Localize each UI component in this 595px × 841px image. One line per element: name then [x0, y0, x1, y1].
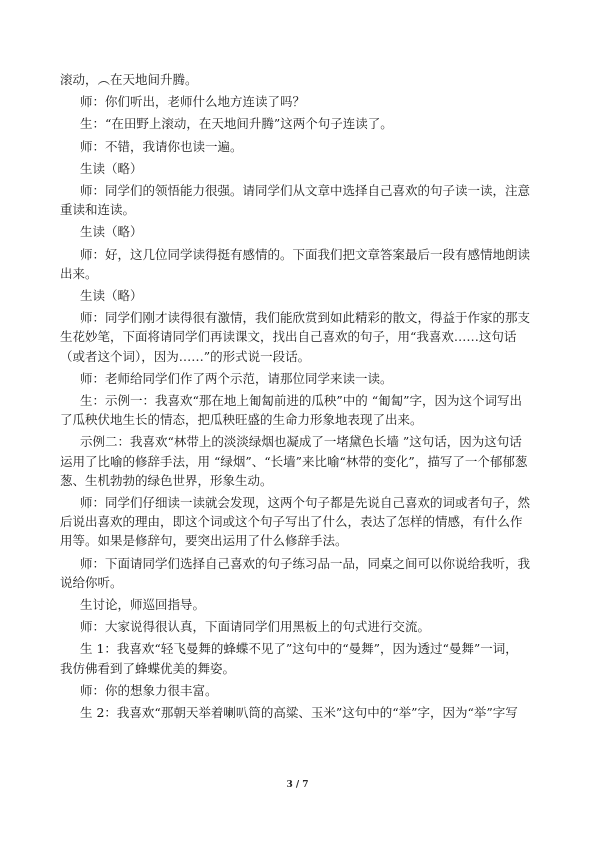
- paragraph: 师：下面请同学们选择自己喜欢的句子练习品一品，同桌之间可以你说给我听，我说给你听。: [60, 555, 531, 590]
- paragraph: 生 1：我喜欢“轻飞曼舞的蜂蝶不见了”这句中的“曼舞”，因为透过“曼舞”一词，我仿佛看到了蜂蝶优美的舞姿。: [60, 641, 518, 676]
- document-body: [60, 70, 530, 725]
- paragraph: 生：示例一：我喜欢“那在地上匍匐前进的瓜秧”中的 “匍匐”字，因为这个词写出了瓜秧伏地生长的情态，把瓜秧旺盛的生命力形象地表现了出来。: [60, 393, 523, 428]
- paragraph: 师：你们听出，老师什么地方连读了吗？: [80, 94, 306, 110]
- paragraph: 生读（略）: [80, 160, 143, 176]
- paragraph: 师：大家说得很认真，下面请同学们用黑板上的句式进行交流。: [80, 619, 431, 635]
- paragraph: 滚动，︵在天地间升腾。: [60, 72, 198, 87]
- paragraph: 生讨论，师巡回指导。: [80, 597, 206, 613]
- paragraph: 师：同学们的领悟能力很强。请同学们从文章中选择自己喜欢的句子读一读，注意重读和连读。: [60, 183, 531, 218]
- paragraph: 生 2：我喜欢“那朝天举着喇叭筒的高粱、玉米”这句中的“举”字，因为“举”字写: [80, 705, 518, 721]
- paragraph: 生读（略）: [80, 288, 143, 304]
- paragraph: 师：不错，我请你也读一遍。: [80, 138, 243, 154]
- paragraph: 生：“在田野上滚动，在天地间升腾”这两个句子连读了。: [80, 116, 393, 132]
- paragraph: 师：好，这几位同学读得挺有感情的。下面我们把文章答案最后一段有感情地朗读出来。: [60, 246, 531, 281]
- paragraph: 师：老师给同学们作了两个示范，请那位同学来读一读。: [80, 370, 393, 386]
- paragraph: 师：你的想象力很丰富。: [80, 682, 218, 698]
- paragraph: 生读（略）: [80, 224, 143, 240]
- page-number: 3 / 7: [286, 780, 309, 790]
- paragraph: 师：同学们刚才读得很有激情，我们能欣赏到如此精彩的散文，得益于作家的那支生花妙笔，下面将请同学们再读课文，找出自己喜欢的句子，用“我喜欢……这句话（或者这个词），因为……”的形式说一段话。: [60, 310, 531, 364]
- paragraph: 师：同学们仔细读一读就会发现，这两个句子都是先说自己喜欢的词或者句子，然后说出喜欢的理由，即这个词或这个句子写出了什么，表达了怎样的情感，有什么作用等。如果是修辞句，要突出运用了什么修辞手法。: [60, 495, 531, 549]
- paragraph: 示例二：我喜欢“林带上的淡淡绿烟也凝成了一堵黛色长墙 ”这句话，因为这句话运用了比喻的修辞手法，用 “绿烟”、“长墙”来比喻“林带的变化”，描写了一个郁郁葱葱、生机勃勃的绿色世界，形象生动。: [60, 434, 528, 488]
